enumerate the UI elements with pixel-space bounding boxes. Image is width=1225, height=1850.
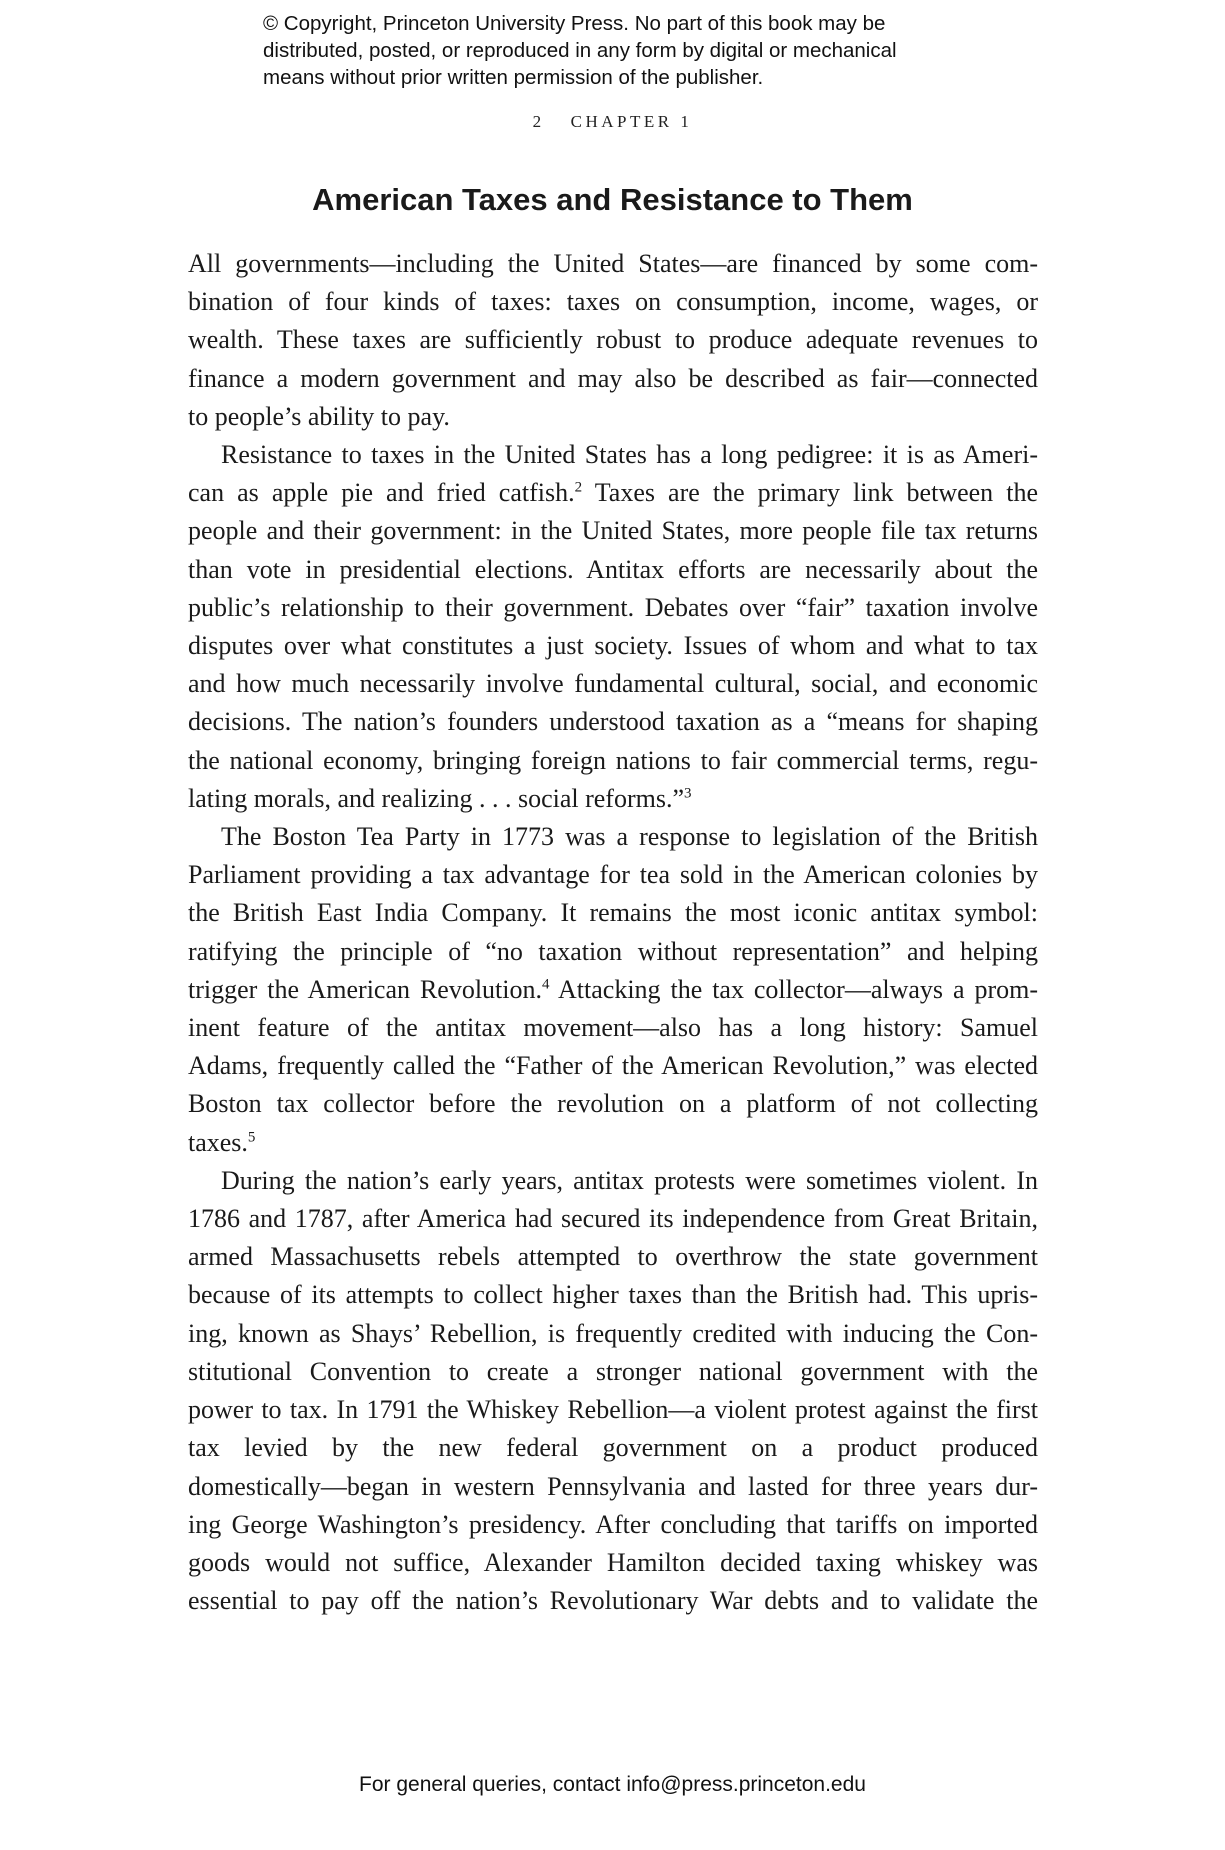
footer-contact: For general queries, contact info@press.princeton.edu xyxy=(359,1773,866,1796)
paragraph xyxy=(188,245,1038,436)
text-fragment: taxes. xyxy=(188,1127,248,1157)
footnote-ref[interactable]: 5 xyxy=(247,1129,256,1146)
text-fragment: Taxes are the primary link between the xyxy=(582,478,1039,508)
text-line: because of its attempts to collect higher taxes than the British had. This upris- xyxy=(188,1280,1038,1310)
text-fragment: Attacking the tax collector—always a prom- xyxy=(549,974,1038,1004)
copyright-notice xyxy=(263,10,1023,91)
text-line xyxy=(188,780,1038,818)
text-line: to people’s ability to pay. xyxy=(188,401,450,431)
text-line xyxy=(188,1124,1038,1162)
text-line: ratifying the principle of “no taxation without representation” and helping xyxy=(188,936,1038,966)
text-line: The Boston Tea Party in 1773 was a response to legislation of the British xyxy=(221,822,1038,852)
text-line: tax levied by the new federal government on a product produced xyxy=(188,1433,1038,1463)
text-line: the national economy, bringing foreign nations to fair commercial terms, regu- xyxy=(188,745,1038,775)
footnote-ref[interactable]: 2 xyxy=(574,479,583,496)
footnote-ref[interactable]: 3 xyxy=(684,785,692,802)
text-line: decisions. The nation’s founders understood taxation as a “means for shaping xyxy=(188,707,1038,737)
text-line: and how much necessarily involve fundamental cultural, social, and economic xyxy=(188,669,1038,699)
text-line: finance a modern government and may also be described as fair—connected xyxy=(188,363,1038,393)
text-line: wealth. These taxes are sufficiently robust to produce adequate revenues to xyxy=(188,325,1038,355)
text-line: 1786 and 1787, after America had secured its independence from Great Britain, xyxy=(188,1204,1038,1234)
copyright-line: © Copyright, Princeton University Press. No part of this book may be xyxy=(263,12,886,35)
text-line: people and their government: in the United States, more people file tax returns xyxy=(188,516,1038,546)
paragraph xyxy=(188,818,1038,1162)
text-line: power to tax. In 1791 the Whiskey Rebellion—a violent protest against the first xyxy=(188,1395,1038,1425)
paragraph xyxy=(188,1162,1038,1620)
copyright-line: distributed, posted, or reproduced in any form by digital or mechanical xyxy=(263,39,897,62)
text-line: Resistance to taxes in the United States has a long pedigree: it is as Ameri- xyxy=(221,440,1038,470)
text-line: Parliament providing a tax advantage for tea sold in the American colonies by xyxy=(188,860,1038,890)
text-fragment: trigger the American Revolution. xyxy=(188,974,543,1004)
text-line: inent feature of the antitax movement—also has a long history: Samuel xyxy=(188,1013,1038,1043)
footnote-ref[interactable]: 4 xyxy=(542,976,550,993)
text-line: bination of four kinds of taxes: taxes on consumption, income, wages, or xyxy=(188,287,1038,317)
text-fragment: can as apple pie and fried catfish. xyxy=(188,478,575,508)
body-text xyxy=(188,245,1038,1620)
text-line: ing George Washington’s presidency. After concluding that tariffs on imported xyxy=(188,1509,1038,1539)
text-line: armed Massachusetts rebels attempted to overthrow the state government xyxy=(188,1242,1038,1272)
text-line: essential to pay off the nation’s Revolutionary War debts and to validate the xyxy=(188,1586,1038,1616)
text-line: than vote in presidential elections. Antitax efforts are necessarily about the xyxy=(188,554,1038,584)
text-line: domestically—began in western Pennsylvania and lasted for three years dur- xyxy=(188,1471,1038,1501)
text-line xyxy=(188,971,1038,1009)
chapter-label: CHAPTER 1 xyxy=(570,112,693,131)
copyright-line: means without prior written permission of the publisher. xyxy=(263,66,764,89)
text-line: All governments—including the United States—are financed by some com- xyxy=(188,249,1038,278)
text-line: During the nation’s early years, antitax protests were sometimes violent. In xyxy=(221,1165,1038,1195)
text-line: the British East India Company. It remains the most iconic antitax symbol: xyxy=(188,898,1038,928)
text-line: Boston tax collector before the revolution on a platform of not collecting xyxy=(188,1089,1038,1119)
section-title: American Taxes and Resistance to Them xyxy=(312,182,913,217)
text-fragment: lating morals, and realizing . . . social reforms.” xyxy=(188,783,685,813)
text-line: public’s relationship to their government. Debates over “fair” taxation involve xyxy=(188,592,1038,622)
paragraph xyxy=(188,436,1038,818)
text-line: Adams, frequently called the “Father of the American Revolution,” was elected xyxy=(188,1051,1038,1081)
text-line: disputes over what constitutes a just society. Issues of whom and what to tax xyxy=(188,631,1038,661)
text-line: stitutional Convention to create a stronger national government with the xyxy=(188,1356,1038,1386)
page-number: 2 xyxy=(532,112,545,131)
text-line: goods would not suffice, Alexander Hamilton decided taxing whiskey was xyxy=(188,1547,1038,1577)
text-line xyxy=(188,474,1038,512)
running-head xyxy=(0,112,1225,132)
text-line: ing, known as Shays’ Rebellion, is frequently credited with inducing the Con- xyxy=(188,1318,1038,1348)
